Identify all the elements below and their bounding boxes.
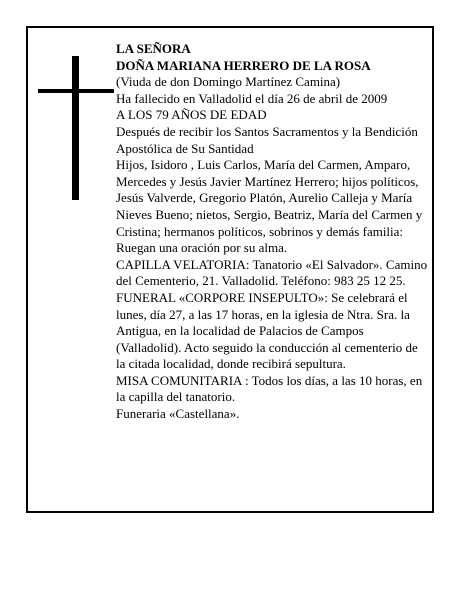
cross-horizontal-bar	[38, 89, 114, 93]
chapel-info: CAPILLA VELATORIA: Tanatorio «El Salvador». Camino del Cementerio, 21. Valladolid. Teléfono: 983 25 12 25.	[116, 256, 428, 289]
age: A LOS 79 AÑOS DE EDAD	[116, 107, 267, 123]
notice-text	[116, 41, 428, 423]
cross-icon	[38, 56, 114, 200]
mass-info: MISA COMUNITARIA : Todos los días, a las 10 horas, en la capilla del tanatorio.	[116, 372, 423, 405]
deceased-name: DOÑA MARIANA HERRERO DE LA ROSA	[116, 57, 371, 73]
death-announcement: Ha fallecido en Valladolid el día 26 de abril de 2009	[116, 90, 388, 106]
family-list: Hijos, Isidoro , Luis Carlos, María del Carmen, Amparo, Mercedes y Jesús Javier Martínez Herrero; hijos políticos, Jesús Valverde, Gregorio Platón, Aurelio Calleja y María Nieves Bueno; nietos, Sergio, Beatriz, María del Carmen y Cristina; hermanos políticos, sobrinos y demás familia:	[116, 157, 423, 239]
sacraments-text: Después de recibir los Santos Sacramentos y la Bendición Apostólica de Su Santidad	[116, 123, 418, 156]
funeral-info: FUNERAL «CORPORE INSEPULTO»: Se celebrará el lunes, día 27, a las 17 horas, en la iglesia de Ntra. Sra. la Antigua, en la localidad de Palacios de Campos (Valladolid). Acto seguido la conducción al cementerio de la citada localidad, donde recibirá sepultura.	[116, 289, 418, 372]
cross-vertical-bar	[72, 56, 79, 200]
widow-of: (Viuda de don Domingo Martínez Camina)	[116, 74, 341, 90]
title-line: LA SEÑORA	[116, 41, 191, 56]
prayer-request: Ruegan una oración por su alma.	[116, 240, 288, 256]
funeral-home: Funeraria «Castellana».	[116, 406, 240, 422]
obituary-notice	[26, 26, 434, 513]
